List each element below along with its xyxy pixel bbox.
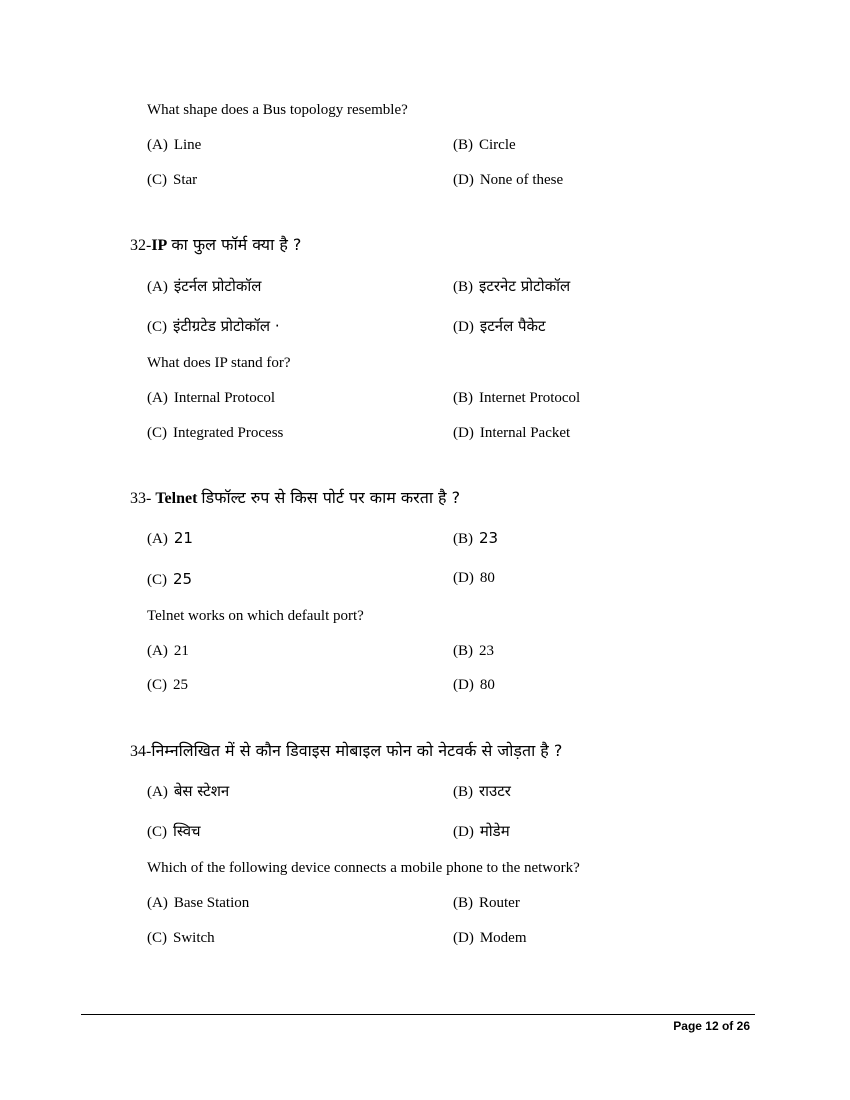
q31-english-option-c: (C) Star	[147, 172, 198, 188]
q32-hindi-option-c: (C) इंटीग्रटेड प्रोटोकॉल ·	[147, 317, 280, 335]
q32-english-option-c: (C) Integrated Process	[147, 425, 284, 441]
q34-hindi-option-d: (D) मोडेम	[453, 822, 510, 840]
q32-hindi-option-a: (A) इंटर्नल प्रोटोकॉल	[147, 277, 262, 295]
question-term: Telnet	[155, 490, 198, 507]
q34-hindi-option-b: (B) राउटर	[453, 782, 511, 800]
q33-hindi-option-c: (C) 25	[147, 570, 193, 588]
q33-hindi-option-a: (A) 21	[147, 529, 193, 547]
question-term: IP	[151, 237, 168, 254]
q34-english-option-d: (D) Modem	[453, 930, 527, 946]
q34-hindi-question: 34-निम्नलिखित में से कौन डिवाइस मोबाइल फोन को नेटवर्क से जोड़ता है ?	[130, 741, 563, 760]
q34-english-option-c: (C) Switch	[147, 930, 215, 946]
footer-rule	[81, 1014, 755, 1015]
q34-english-option-b: (B) Router	[453, 895, 520, 911]
q33-hindi-question: 33- Telnet डिफॉल्ट रुप से किस पोर्ट पर काम करता है ?	[130, 488, 461, 507]
q33-english-option-d: (D) 80	[453, 677, 495, 693]
q33-english-option-b: (B) 23	[453, 643, 494, 659]
q33-english-option-a: (A) 21	[147, 643, 189, 659]
q31-english-option-d: (D) None of these	[453, 172, 564, 188]
q32-english-option-d: (D) Internal Packet	[453, 425, 571, 441]
q32-english-question: What does IP stand for?	[147, 355, 291, 371]
q33-hindi-option-d: (D) 80	[453, 570, 495, 586]
q32-english-option-a: (A) Internal Protocol	[147, 390, 276, 406]
q33-hindi-option-b: (B) 23	[453, 529, 499, 547]
q34-hindi-option-c: (C) स्विच	[147, 822, 201, 840]
q31-english-option-a: (A) Line	[147, 137, 202, 153]
q31-english-question: What shape does a Bus topology resemble?	[147, 102, 408, 118]
question-number: 34-	[130, 743, 152, 760]
page-number: Page 12 of 26	[673, 1019, 750, 1033]
q32-hindi-question: 32-IP का फुल फॉर्म क्या है ?	[130, 235, 302, 254]
q34-english-question: Which of the following device connects a mobile phone to the network?	[147, 860, 580, 876]
q31-english-option-b: (B) Circle	[453, 137, 516, 153]
q34-hindi-option-a: (A) बेस स्टेशन	[147, 782, 230, 800]
question-number: 33-	[130, 490, 152, 507]
q34-english-option-a: (A) Base Station	[147, 895, 250, 911]
q32-hindi-option-b: (B) इटरनेट प्रोटोकॉल	[453, 277, 571, 295]
question-number: 32-	[130, 237, 152, 254]
q32-english-option-b: (B) Internet Protocol	[453, 390, 581, 406]
q33-english-option-c: (C) 25	[147, 677, 188, 693]
q32-hindi-option-d: (D) इटर्नल पैकेट	[453, 317, 546, 335]
q33-english-question: Telnet works on which default port?	[147, 608, 364, 624]
